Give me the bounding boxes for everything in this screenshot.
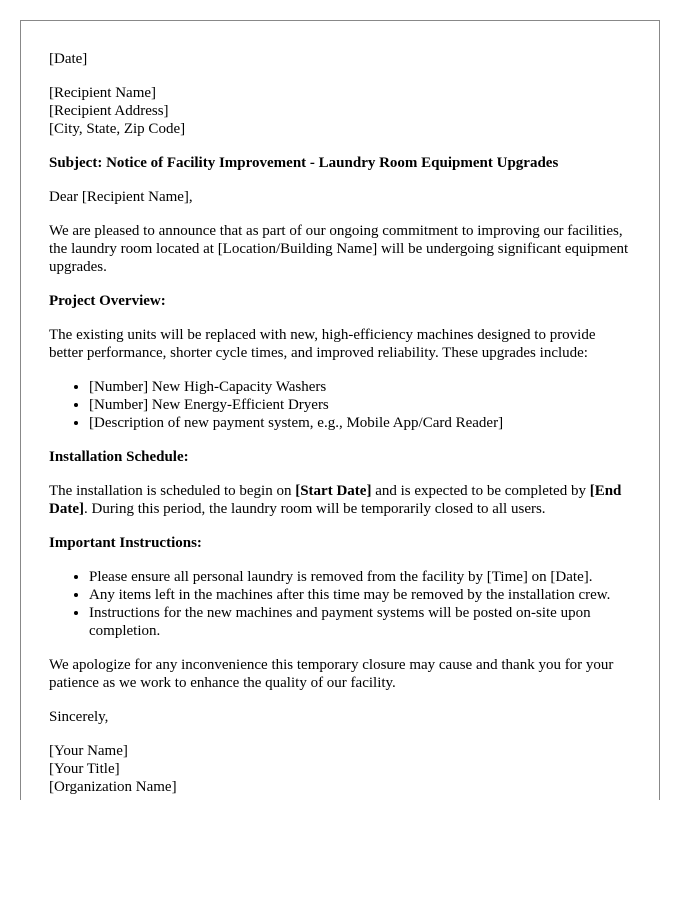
end-date: [End Date] [49,483,622,517]
instructions-list [49,568,631,640]
intro-paragraph: We are pleased to announce that as part of our ongoing commitment to improving our facilities, the laundry room located at [Location/Building Name] will be undergoing significant equipment upgrades. [49,223,629,275]
start-date: [Start Date] [295,483,372,499]
recipient-address: [Recipient Address] [49,103,169,119]
schedule-heading: Installation Schedule: [49,449,189,465]
schedule-paragraph [49,482,631,518]
signature-organization: [Organization Name] [49,779,177,795]
signature-block [49,742,631,796]
overview-paragraph: The existing units will be replaced with new, high-efficiency machines designed to provide better performance, shorter cycle times, and improved reliability. These upgrades include: [49,327,596,361]
overview-heading: Project Overview: [49,293,166,309]
signature-title: [Your Title] [49,761,120,777]
letter-page [20,20,660,800]
schedule-text-part2: and is expected to be completed by [371,483,590,499]
letter-closing: Sincerely, [49,709,109,725]
list-item: • [Number] New High-Capacity Washers [89,378,631,396]
list-item: • [Description of new payment system, e.g., Mobile App/Card Reader] [89,414,631,432]
instructions-heading: Important Instructions: [49,535,202,551]
list-item: • Instructions for the new machines and payment systems will be posted on-site upon completion. [89,604,631,640]
list-item: • Please ensure all personal laundry is removed from the facility by [Time] on [Date]. [89,568,631,586]
recipient-block [49,84,631,138]
upgrade-list [49,378,631,432]
closing-paragraph: We apologize for any inconvenience this temporary closure may cause and thank you for your patience as we work to enhance the quality of our facility. [49,657,614,691]
letter-salutation: Dear [Recipient Name], [49,189,193,205]
schedule-text-part3: . During this period, the laundry room will be temporarily closed to all users. [83,501,546,517]
letter-date: [Date] [49,51,88,67]
list-item: • [Number] New Energy-Efficient Dryers [89,396,631,414]
schedule-text-part1: The installation is scheduled to begin on [49,483,296,499]
list-item: • Any items left in the machines after this time may be removed by the installation crew. [89,586,631,604]
signature-name: [Your Name] [49,743,128,759]
recipient-city-state-zip: [City, State, Zip Code] [49,121,186,137]
letter-subject: Subject: Notice of Facility Improvement - Laundry Room Equipment Upgrades [49,155,559,171]
recipient-name: [Recipient Name] [49,85,157,101]
